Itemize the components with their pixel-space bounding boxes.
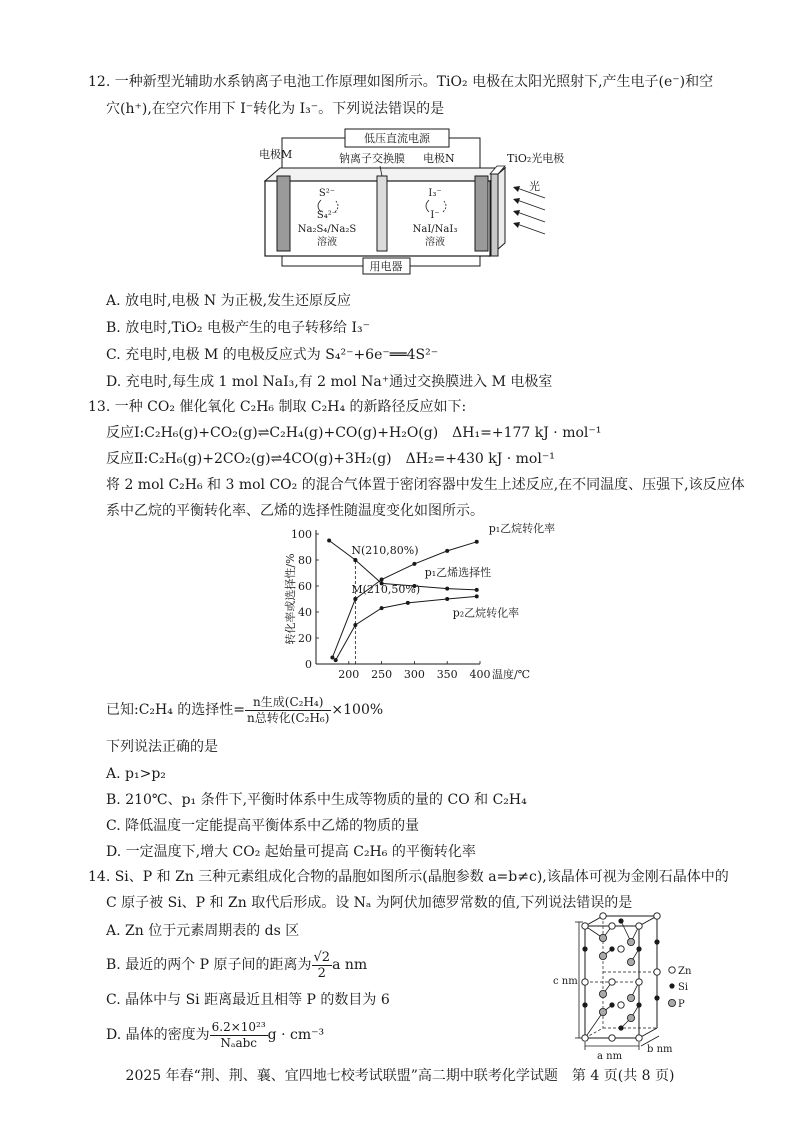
q12-option-d: D. 充电时,每生成 1 mol NaI₃,有 2 mol Na⁺通过交换膜进入 M 电极室 — [106, 374, 553, 390]
electrode-n-label: 电极N — [423, 152, 455, 165]
data-point — [406, 601, 410, 605]
data-point — [475, 540, 479, 544]
b-axis-label: b nm — [647, 1044, 673, 1055]
si-legend-label: Si — [678, 982, 689, 993]
y-axis-label: 转化率或选择性/% — [284, 553, 297, 645]
q13-reaction1: 反应Ⅰ:C₂H₆(g)+CO₂(g)⇌C₂H₄(g)+CO(g)+H₂O(g) ΔH₁=+177 kJ · mol⁻¹ — [106, 425, 602, 441]
x-axis-label: 温度/℃ — [492, 668, 531, 681]
annotation-point — [353, 558, 357, 562]
distance-numerator: √2 — [313, 949, 331, 965]
annotation-point — [353, 597, 357, 601]
data-point — [445, 549, 449, 553]
density-numerator: 6.2×10²³ — [211, 1019, 266, 1034]
q12-stem-line2: 穴(h⁺),在空穴作用下 I⁻转化为 I₃⁻。下列说法错误的是 — [106, 101, 445, 117]
q13-stem: 13. 一种 CO₂ 催化氧化 C₂H₆ 制取 C₂H₄ 的新路径反应如下: — [88, 399, 467, 415]
x-tick-label: 400 — [469, 668, 491, 681]
q14-option-b-suffix: a nm — [332, 957, 368, 973]
data-point — [334, 658, 338, 662]
y-tick-label: 20 — [298, 632, 312, 645]
selectivity-numerator: n生成(C₂H₄) — [245, 695, 331, 711]
a-axis-label: a nm — [597, 1051, 623, 1062]
distance-fraction — [312, 950, 333, 981]
q13-option-c: C. 降低温度一定能提高平衡体系中乙烯的物质的量 — [106, 818, 420, 834]
data-point — [445, 587, 449, 591]
x-tick-label: 250 — [371, 668, 393, 681]
zn-legend-label: Zn — [678, 966, 692, 977]
data-point — [330, 656, 334, 660]
right-species-mid: I⁻ — [430, 210, 440, 221]
q13-desc-line2: 系中乙烷的平衡转化率、乙烯的选择性随温度变化如图所示。 — [106, 503, 484, 519]
q14-option-b-prefix: B. 最近的两个 P 原子间的距离为 — [106, 957, 312, 973]
selectivity-denominator: n总转化(C₂H₆) — [247, 710, 330, 725]
battery-diagram — [255, 126, 575, 286]
x-tick-label: 200 — [338, 668, 360, 681]
data-point — [475, 588, 479, 592]
q14-option-b — [106, 948, 367, 982]
right-species-top: I₃⁻ — [428, 188, 442, 199]
load-label: 用电器 — [369, 260, 403, 273]
x-tick-label: 300 — [403, 668, 425, 681]
y-tick-label: 80 — [298, 554, 312, 567]
q14-option-d-prefix: D. 晶体的密度为 — [106, 1027, 210, 1043]
right-solution: NaI/NaI₃ — [412, 224, 458, 235]
crystal-cell-diagram — [545, 912, 715, 1062]
zn-legend-icon — [669, 967, 675, 973]
q14-stem-line1: 14. Si、P 和 Zn 三种元素组成化合物的晶胞如图所示(晶胞参数 a=b≠c),该晶体可视为金刚石晶体中的 — [88, 869, 729, 885]
left-species-mid: S₄²⁻ — [316, 210, 338, 221]
q12-option-b: B. 放电时,TiO₂ 电极产生的电子转移给 I₃⁻ — [106, 320, 370, 336]
q13-known — [106, 693, 383, 727]
data-point — [380, 578, 384, 582]
q12-option-a: A. 放电时,电极 N 为正极,发生还原反应 — [106, 293, 352, 309]
electrode-m-label: 电极M — [259, 148, 293, 161]
right-solution-word: 溶液 — [425, 237, 445, 248]
p-legend-label: P — [678, 999, 685, 1010]
density-denominator: Nₐabc — [220, 1035, 257, 1050]
series-label-2: p₁乙烯选择性 — [424, 565, 492, 579]
si-legend-icon — [669, 983, 674, 988]
q13-ask: 下列说法正确的是 — [106, 739, 218, 755]
left-solution-word: 溶液 — [317, 237, 337, 248]
q13-option-d: D. 一定温度下,增大 CO₂ 起始量可提高 C₂H₆ 的平衡转化率 — [106, 844, 476, 860]
membrane-label: 钠离子交换膜 — [339, 152, 405, 165]
conversion-selectivity-chart — [280, 520, 570, 685]
q13-reaction2: 反应Ⅱ:C₂H₆(g)+2CO₂(g)⇌4CO(g)+3H₂(g) ΔH₂=+430 kJ · mol⁻¹ — [106, 451, 555, 467]
c-axis-label: c nm — [553, 976, 578, 987]
page-footer: 2025 年春“荆、荆、襄、宜四地七校考试联盟”高二期中联考化学试题 第 4 页(共 8 页) — [125, 1068, 675, 1084]
q14-option-d — [106, 1018, 324, 1052]
selectivity-fraction — [245, 695, 331, 726]
data-point — [445, 597, 449, 601]
q13-known-suffix: ×100% — [331, 702, 384, 718]
q14-stem-line2: C 原子被 Si、P 和 Zn 取代后形成。设 Nₐ 为阿伏加德罗常数的值,下列说法错误的是 — [106, 895, 633, 911]
q12-stem-line1: 12. 一种新型光辅助水系钠离子电池工作原理如图所示。TiO₂ 电极在太阳光照射下,产生电子(e⁻)和空 — [88, 74, 714, 90]
q12-option-c: C. 充电时,电极 M 的电极反应式为 S₄²⁻+6e⁻══4S²⁻ — [106, 347, 439, 363]
y-tick-label: 60 — [298, 580, 312, 593]
light-label: 光 — [529, 180, 540, 193]
left-species-top: S²⁻ — [318, 188, 336, 199]
q14-option-c: C. 晶体中与 Si 距离最近且相等 P 的数目为 6 — [106, 992, 390, 1008]
y-tick-label: 100 — [291, 528, 312, 541]
x-tick-label: 350 — [436, 668, 458, 681]
q13-option-b: B. 210℃、p₁ 条件下,平衡时体系中生成等物质的量的 CO 和 C₂H₄ — [106, 792, 527, 808]
data-point — [380, 606, 384, 610]
data-point — [412, 562, 416, 566]
q13-desc-line1: 将 2 mol C₂H₆ 和 3 mol CO₂ 的混合气体置于密闭容器中发生上述反应,在不同温度、压强下,该反应体 — [106, 477, 745, 493]
annotation-label: N(210,80%) — [351, 544, 419, 557]
q14-option-a: A. Zn 位于元素周期表的 ds 区 — [106, 923, 300, 939]
data-point — [353, 623, 357, 627]
data-point — [327, 539, 331, 543]
y-tick-label: 0 — [305, 658, 312, 671]
series-label-3: p₂乙烷转化率 — [452, 606, 520, 620]
density-fraction — [210, 1020, 268, 1051]
q13-option-a: A. p₁>p₂ — [106, 766, 166, 782]
annotation-label: M(210,50%) — [351, 583, 421, 596]
p-legend-icon — [668, 999, 675, 1006]
series-label-1: p₁乙烷转化率 — [488, 521, 556, 535]
tio2-label: TiO₂光电极 — [507, 152, 565, 165]
q14-option-d-suffix: g · cm⁻³ — [267, 1027, 325, 1043]
data-point — [475, 594, 479, 598]
y-tick-label: 40 — [298, 606, 312, 619]
q13-known-prefix: 已知:C₂H₄ 的选择性= — [106, 702, 246, 718]
distance-denominator: 2 — [317, 965, 326, 981]
left-solution: Na₂S₄/Na₂S — [297, 224, 357, 235]
power-supply-label: 低压直流电源 — [364, 132, 430, 145]
